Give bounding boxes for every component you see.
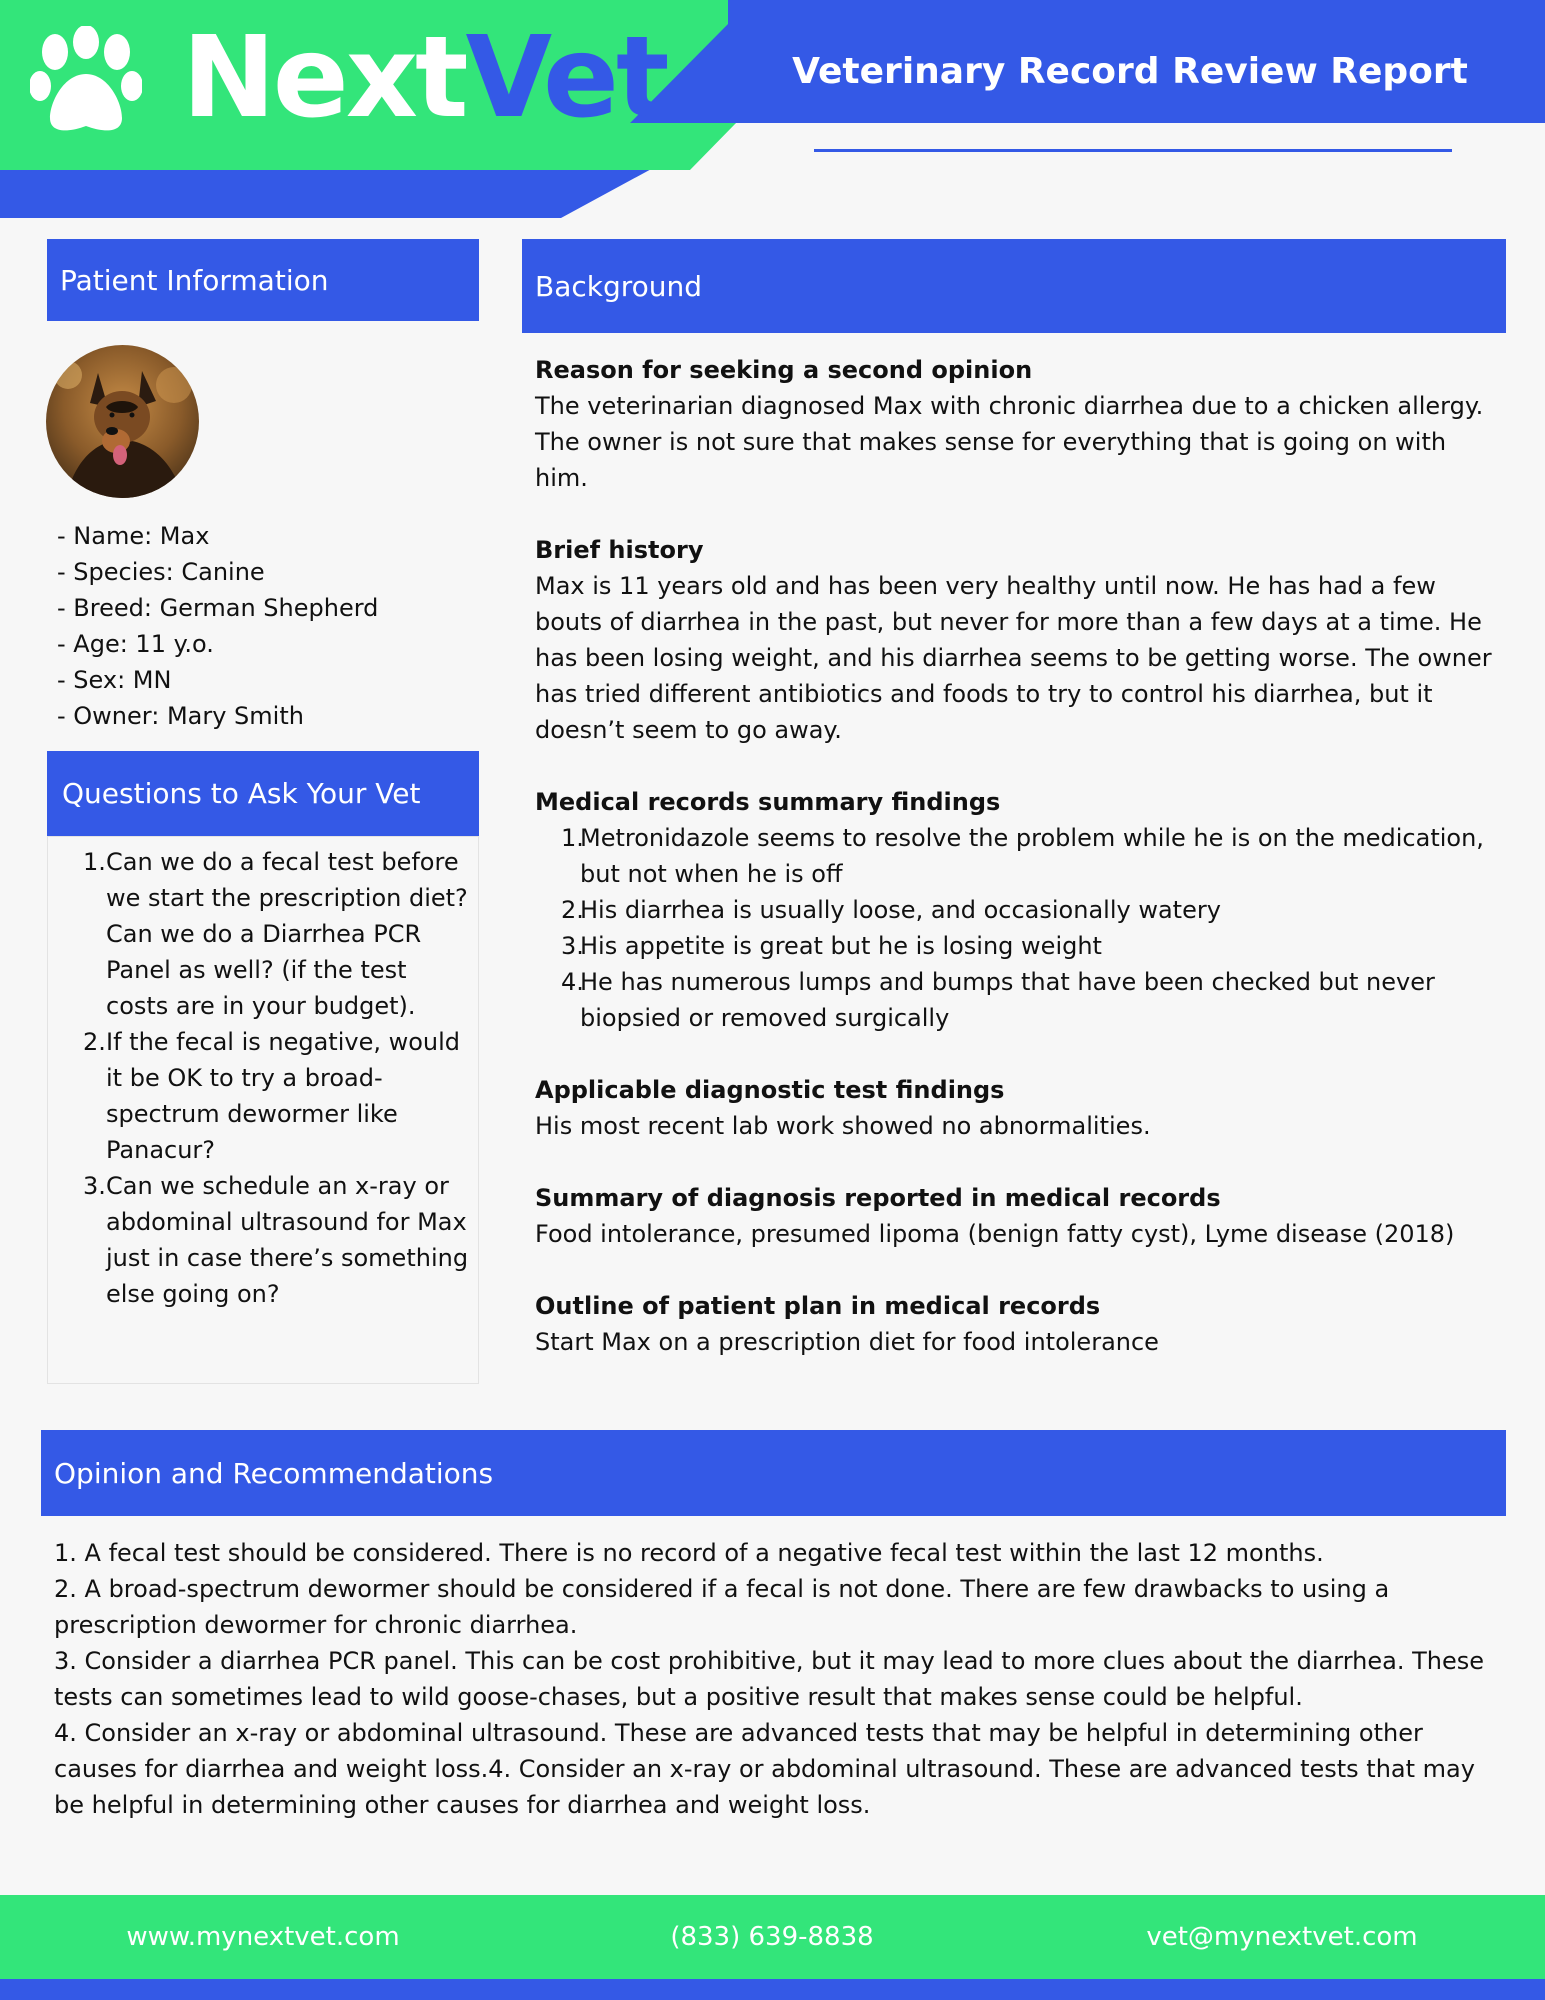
finding-text: He has numerous lumps and bumps that have been checked but never biopsied or removed surgically bbox=[580, 968, 1435, 1032]
brand-name-part2: Vet bbox=[465, 13, 667, 143]
finding-number: 2. bbox=[561, 896, 584, 924]
question-text: Can we do a fecal test before we start the prescription diet? Can we do a Diarrhea PCR Panel as well? (if the test costs are in your budget). bbox=[106, 848, 468, 1020]
patient-details bbox=[57, 518, 378, 734]
finding-item bbox=[535, 928, 1495, 964]
questions-heading: Questions to Ask Your Vet bbox=[47, 751, 479, 836]
background-heading: Background bbox=[522, 239, 1506, 333]
footer-website-link[interactable]: www.mynextvet.com bbox=[126, 1922, 400, 1952]
questions-list bbox=[80, 844, 470, 1312]
finding-text: His appetite is great but he is losing weight bbox=[580, 932, 1102, 960]
brand-logo bbox=[182, 13, 667, 143]
reason-text: The veterinarian diagnosed Max with chronic diarrhea due to a chicken allergy. The owner is not sure that makes sense for everything that is going on with him. bbox=[535, 392, 1484, 492]
opinion-heading: Opinion and Recommendations bbox=[41, 1430, 1506, 1516]
question-item bbox=[80, 1024, 470, 1168]
footer-email-link[interactable]: vet@mynextvet.com bbox=[1146, 1922, 1418, 1952]
history-text: Max is 11 years old and has been very healthy until now. He has had a few bouts of diarrhea in the past, but never for more than a few days at a time. He has been losing weight, and his diarrhea seems to be getting worse. The owner has tried different antibiotics and foods to try to control his diarrhea, but it doesn’t seem to go away. bbox=[535, 572, 1492, 744]
question-number: 3. bbox=[83, 1172, 106, 1200]
brand-name-part1: Next bbox=[182, 13, 466, 143]
finding-item bbox=[535, 892, 1495, 928]
title-divider bbox=[814, 149, 1452, 152]
patient-sex: - Sex: MN bbox=[57, 666, 172, 694]
finding-number: 4. bbox=[561, 968, 584, 996]
plan-text: Start Max on a prescription diet for food intolerance bbox=[535, 1328, 1159, 1356]
patient-breed: - Breed: German Shepherd bbox=[57, 594, 379, 622]
patient-info-heading: Patient Information bbox=[47, 239, 479, 321]
finding-number: 3. bbox=[561, 932, 584, 960]
patient-owner: - Owner: Mary Smith bbox=[57, 702, 304, 730]
reason-section bbox=[535, 352, 1495, 496]
reason-title: Reason for seeking a second opinion bbox=[535, 356, 1033, 384]
question-number: 2. bbox=[83, 1028, 106, 1056]
history-section bbox=[535, 532, 1495, 748]
footer-stripe bbox=[0, 1979, 1545, 2000]
patient-photo bbox=[46, 345, 199, 498]
dog-photo-icon bbox=[46, 345, 199, 498]
diagnostic-title: Applicable diagnostic test findings bbox=[535, 1076, 1005, 1104]
question-number: 1. bbox=[83, 848, 106, 876]
paw-icon bbox=[30, 26, 142, 138]
diagnostic-section bbox=[535, 1072, 1495, 1144]
patient-age: - Age: 11 y.o. bbox=[57, 630, 214, 658]
plan-section bbox=[535, 1288, 1495, 1360]
patient-name: - Name: Max bbox=[57, 522, 210, 550]
findings-title: Medical records summary findings bbox=[535, 788, 1001, 816]
findings-section bbox=[535, 784, 1495, 1036]
question-text: If the fecal is negative, would it be OK to try a broad-spectrum dewormer like Panacur? bbox=[106, 1028, 461, 1164]
finding-text: Metronidazole seems to resolve the problem while he is on the medication, but not when he is off bbox=[580, 824, 1484, 888]
finding-text: His diarrhea is usually loose, and occasionally watery bbox=[580, 896, 1221, 924]
finding-number: 1. bbox=[561, 824, 584, 852]
finding-item bbox=[535, 964, 1495, 1036]
question-item bbox=[80, 844, 470, 1024]
diagnosis-section bbox=[535, 1180, 1495, 1252]
opinion-list bbox=[54, 1535, 1494, 1823]
recommendation-item: 2. A broad-spectrum dewormer should be considered if a fecal is not done. There are few drawbacks to using a prescription dewormer for chronic diarrhea. bbox=[54, 1575, 1390, 1639]
diagnosis-text: Food intolerance, presumed lipoma (benign fatty cyst), Lyme disease (2018) bbox=[535, 1220, 1455, 1248]
plan-title: Outline of patient plan in medical records bbox=[535, 1292, 1101, 1320]
findings-list bbox=[535, 820, 1495, 1036]
question-item bbox=[80, 1168, 470, 1312]
patient-species: - Species: Canine bbox=[57, 558, 265, 586]
recommendation-item: 3. Consider a diarrhea PCR panel. This can be cost prohibitive, but it may lead to more clues about the diarrhea. These tests can sometimes lead to wild goose-chases, but a positive result that makes sense could be helpful. bbox=[54, 1647, 1485, 1711]
background-content bbox=[535, 352, 1495, 1396]
diagnostic-text: His most recent lab work showed no abnormalities. bbox=[535, 1112, 1151, 1140]
recommendation-item: 1. A fecal test should be considered. There is no record of a negative fecal test within the last 12 months. bbox=[54, 1539, 1324, 1567]
footer-phone[interactable]: (833) 639-8838 bbox=[670, 1922, 874, 1952]
report-title: Veterinary Record Review Report bbox=[792, 51, 1468, 92]
recommendation-item: 4. Consider an x-ray or abdominal ultrasound. These are advanced tests that may be helpful in determining other causes for diarrhea and weight loss.4. Consider an x-ray or abdominal ultrasound. These are advanced tests that may be helpful in determining other causes for diarrhea and weight loss. bbox=[54, 1719, 1475, 1819]
finding-item bbox=[535, 820, 1495, 892]
history-title: Brief history bbox=[535, 536, 704, 564]
diagnosis-title: Summary of diagnosis reported in medical records bbox=[535, 1184, 1221, 1212]
question-text: Can we schedule an x-ray or abdominal ultrasound for Max just in case there’s something else going on? bbox=[106, 1172, 469, 1308]
